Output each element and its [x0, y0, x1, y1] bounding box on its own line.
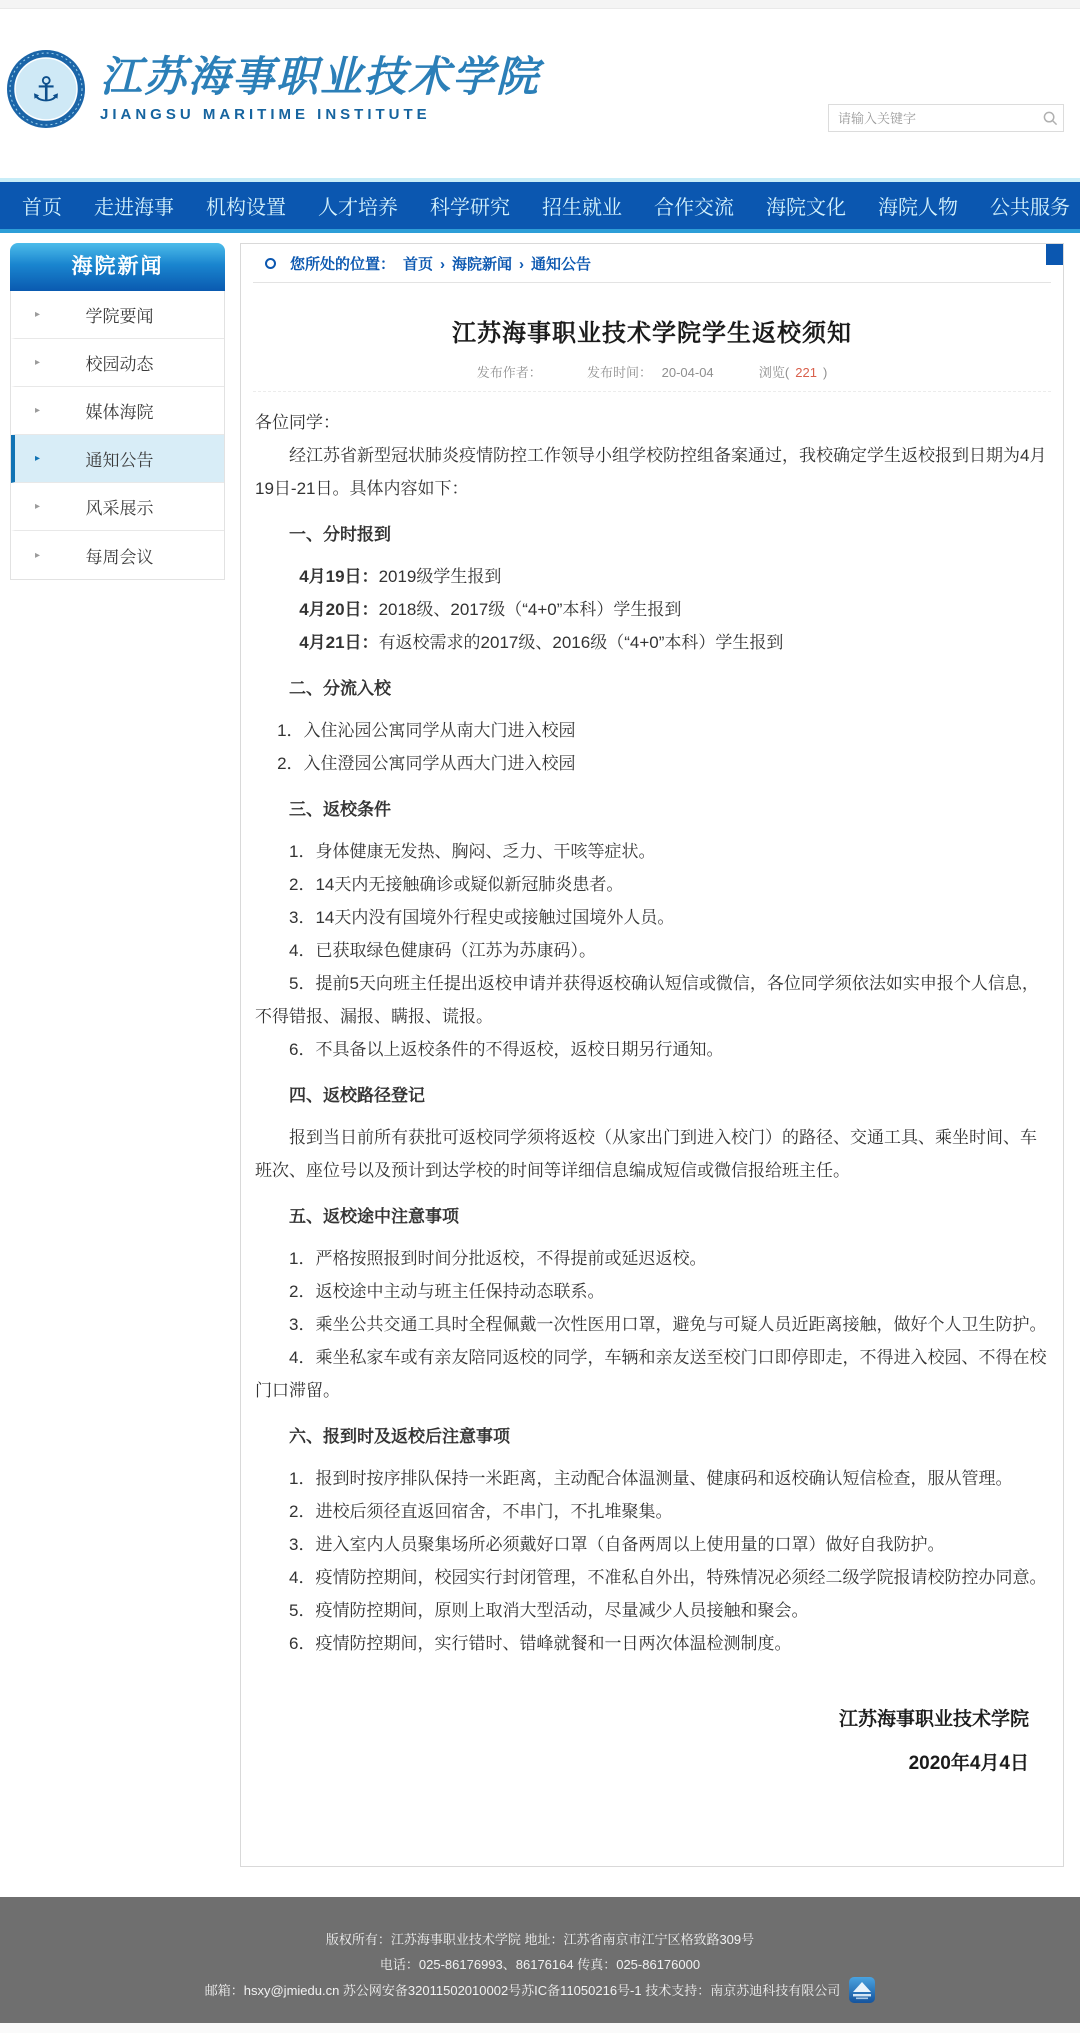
nav-item[interactable]: 科学研究 — [430, 197, 510, 219]
search-input[interactable] — [829, 106, 1037, 130]
article-paragraph: 3．进入室内人员聚集场所必须戴好口罩（自备两周以上使用量的口罩）做好自我防护。 — [289, 1535, 945, 1554]
logo-text — [100, 52, 541, 123]
breadcrumb-link[interactable]: 首页 — [403, 255, 434, 273]
meta-author-label: 发布作者： — [476, 365, 542, 380]
article-paragraph: 1．身体健康无发热、胸闷、乏力、干咳等症状。 — [289, 842, 656, 861]
article-paragraph: 3．乘坐公共交通工具时全程佩戴一次性医用口罩，避免与可疑人员近距离接触，做好个人卫生防护。 — [289, 1315, 1047, 1334]
article-paragraph: 二、分流入校 — [289, 679, 391, 698]
nav-item[interactable]: 公共服务 — [990, 197, 1070, 219]
article-paragraph: 4月19日：2019级学生报到 — [299, 567, 502, 586]
sidebar-news — [10, 243, 225, 580]
site-header — [0, 9, 1080, 178]
article-signature — [253, 1698, 1029, 1786]
article-paragraph: 2．进校后须径直返回宿舍，不串门，不扎堆聚集。 — [289, 1502, 673, 1521]
breadcrumb — [253, 244, 1051, 283]
sidebar-item-label: 通知公告 — [85, 451, 154, 470]
main-nav — [0, 178, 1080, 233]
sidebar-item[interactable] — [11, 339, 224, 387]
nav-item[interactable]: 海院人物 — [878, 197, 958, 219]
footer-phone: 电话：025-86176993、86176164 传真：025-86176000 — [379, 1957, 701, 1972]
school-name-cn: 江苏海事职业技术学院 — [100, 52, 541, 102]
article-paragraph: 6．疫情防控期间，实行错时、错峰就餐和一日两次体温检测制度。 — [289, 1634, 792, 1653]
article-paragraph: 2．14天内无接触确诊或疑似新冠肺炎患者。 — [289, 875, 624, 894]
nav-item[interactable]: 合作交流 — [654, 197, 734, 219]
footer-copyright: 版权所有：江苏海事职业技术学院 地址：江苏省南京市江宁区格致路309号 — [325, 1932, 755, 1947]
sidebar-item[interactable] — [11, 435, 224, 483]
sidebar-item-label: 每周会议 — [85, 547, 154, 567]
footer-email-icp: 邮箱：hsxy@jmiedu.cn 苏公网安备32011502010002号苏IC备11050216号-1 技术支持：南京苏迪科技有限公司 — [204, 1982, 841, 1998]
date-label: 4月20日： — [299, 600, 379, 619]
breadcrumb-prefix: 您所处的位置： — [290, 255, 396, 273]
corner-tab — [1046, 244, 1063, 265]
article-paragraph: 一、分时报到 — [289, 525, 391, 544]
sidebar-item[interactable] — [11, 531, 224, 579]
signature-date: 2020年4月4日 — [908, 1753, 1029, 1774]
sidebar-item-label: 校园动态 — [85, 355, 154, 374]
triangle-right-icon: ▸ — [35, 405, 41, 416]
circle-icon — [265, 258, 276, 269]
sidebar-list — [10, 291, 225, 580]
article-paragraph: 三、返校条件 — [289, 800, 391, 819]
page-body — [0, 243, 1080, 1867]
date-label: 4月21日： — [299, 633, 379, 652]
article-paragraph: 五、返校途中注意事项 — [289, 1207, 459, 1226]
article-paragraph: 经江苏省新型冠状肺炎疫情防控工作领导小组学校防控组备案通过，我校确定学生返校报到日期为4月19日-21日。具体内容如下： — [255, 446, 1047, 498]
top-strip — [0, 0, 1080, 9]
breadcrumb-separator: › — [440, 255, 446, 273]
article-paragraph: 2．返校途中主动与班主任保持动态联系。 — [289, 1282, 605, 1301]
breadcrumb-link[interactable]: 海院新闻 — [452, 255, 513, 273]
article-paragraph: 4月21日：有返校需求的2017级、2016级（“4+0”本科）学生报到 — [299, 633, 784, 652]
sidebar-item-label: 媒体海院 — [85, 403, 154, 422]
nav-item[interactable]: 走进海事 — [94, 197, 174, 219]
triangle-right-icon: ▸ — [35, 453, 41, 464]
bottom-strip — [0, 2023, 1080, 2033]
breadcrumb-link[interactable]: 通知公告 — [531, 255, 592, 273]
nav-item[interactable]: 首页 — [22, 197, 62, 219]
article-paragraph: 4月20日：2018级、2017级（“4+0”本科）学生报到 — [299, 600, 682, 619]
article-paragraph: 5．提前5天向班主任提出返校申请并获得返校确认短信或微信，各位同学须依法如实申报个人信息，不得错报、漏报、瞒报、谎报。 — [255, 974, 1039, 1026]
nav-item[interactable]: 招生就业 — [542, 197, 622, 219]
meta-views-count: 221 — [795, 365, 817, 380]
meta-views-close: ) — [822, 365, 828, 380]
triangle-right-icon: ▸ — [35, 309, 41, 320]
nav-item[interactable]: 人才培养 — [318, 197, 398, 219]
meta-views-label: 浏览( — [758, 365, 790, 380]
article-paragraph: 3．14天内没有国境外行程史或接触过国境外人员。 — [289, 908, 675, 927]
signature-name: 江苏海事职业技术学院 — [838, 1709, 1029, 1730]
article-paragraph: 各位同学： — [255, 413, 340, 432]
meta-time-value: 20-04-04 — [661, 365, 714, 380]
triangle-right-icon: ▸ — [35, 501, 41, 512]
nav-item[interactable]: 机构设置 — [206, 197, 286, 219]
article-paragraph: 四、返校路径登记 — [289, 1086, 425, 1105]
article-paragraph: 5．疫情防控期间，原则上取消大型活动，尽量减少人员接触和聚会。 — [289, 1601, 809, 1620]
site-footer — [0, 1897, 1080, 2023]
triangle-right-icon: ▸ — [35, 549, 41, 561]
article-paragraph: 1．报到时按序排队保持一米距离，主动配合体温测量、健康码和返校确认短信检查，服从管理。 — [289, 1469, 1013, 1488]
article-paragraph: 报到当日前所有获批可返校同学须将返校（从家出门到进入校门）的路径、交通工具、乘坐时间、车班次、座位号以及预计到达学校的时间等详细信息编成短信或微信报给班主任。 — [255, 1128, 1037, 1180]
sidebar-item-label: 风采展示 — [85, 499, 154, 518]
date-label: 4月19日： — [299, 567, 379, 586]
sidebar-item[interactable] — [11, 387, 224, 435]
content-box — [240, 243, 1064, 1867]
article-title: 江苏海事职业技术学院学生返校须知 — [452, 320, 852, 347]
article-paragraph: 4．疫情防控期间，校园实行封闭管理，不准私自外出，特殊情况必须经二级学院报请校防控办同意。 — [289, 1568, 1047, 1587]
breadcrumb-items — [403, 253, 591, 274]
school-emblem-icon — [6, 49, 86, 129]
school-name-en: JIANGSU MARITIME INSTITUTE — [100, 105, 431, 123]
triangle-right-icon: ▸ — [35, 357, 41, 368]
article-meta — [253, 362, 1051, 392]
article-paragraph: 1．严格按照报到时间分批返校，不得提前或延迟返校。 — [289, 1249, 707, 1268]
sidebar-item[interactable] — [11, 291, 224, 339]
meta-time-label: 发布时间： — [586, 365, 652, 380]
sidebar-item[interactable] — [11, 483, 224, 531]
nav-item[interactable]: 海院文化 — [766, 197, 846, 219]
public-security-badge-icon — [849, 1977, 875, 2003]
article-paragraph: 2．入住澄园公寓同学从西大门进入校园 — [277, 754, 576, 773]
article-paragraph: 4．已获取绿色健康码（江苏为苏康码）。 — [289, 941, 596, 960]
sidebar-title: 海院新闻 — [10, 243, 225, 291]
nav-list — [0, 182, 1080, 229]
article-paragraph: 4．乘坐私家车或有亲友陪同返校的同学，车辆和亲友送至校门口即停即走，不得进入校园、不得在校门口滞留。 — [255, 1348, 1047, 1400]
sidebar-item-label: 学院要闻 — [85, 307, 154, 326]
svg-text:⚓: ⚓ — [30, 71, 62, 109]
search-icon[interactable] — [1037, 105, 1063, 131]
article-paragraph: 1．入住沁园公寓同学从南大门进入校园 — [277, 721, 576, 740]
footer-contact-row — [0, 1977, 1080, 2003]
breadcrumb-separator: › — [519, 255, 525, 273]
article-paragraph: 六、报到时及返校后注意事项 — [289, 1427, 510, 1446]
article-body — [253, 392, 1051, 1660]
article-paragraph: 6．不具备以上返校条件的不得返校，返校日期另行通知。 — [289, 1040, 724, 1059]
school-logo[interactable] — [6, 49, 540, 129]
search-box — [828, 104, 1064, 132]
